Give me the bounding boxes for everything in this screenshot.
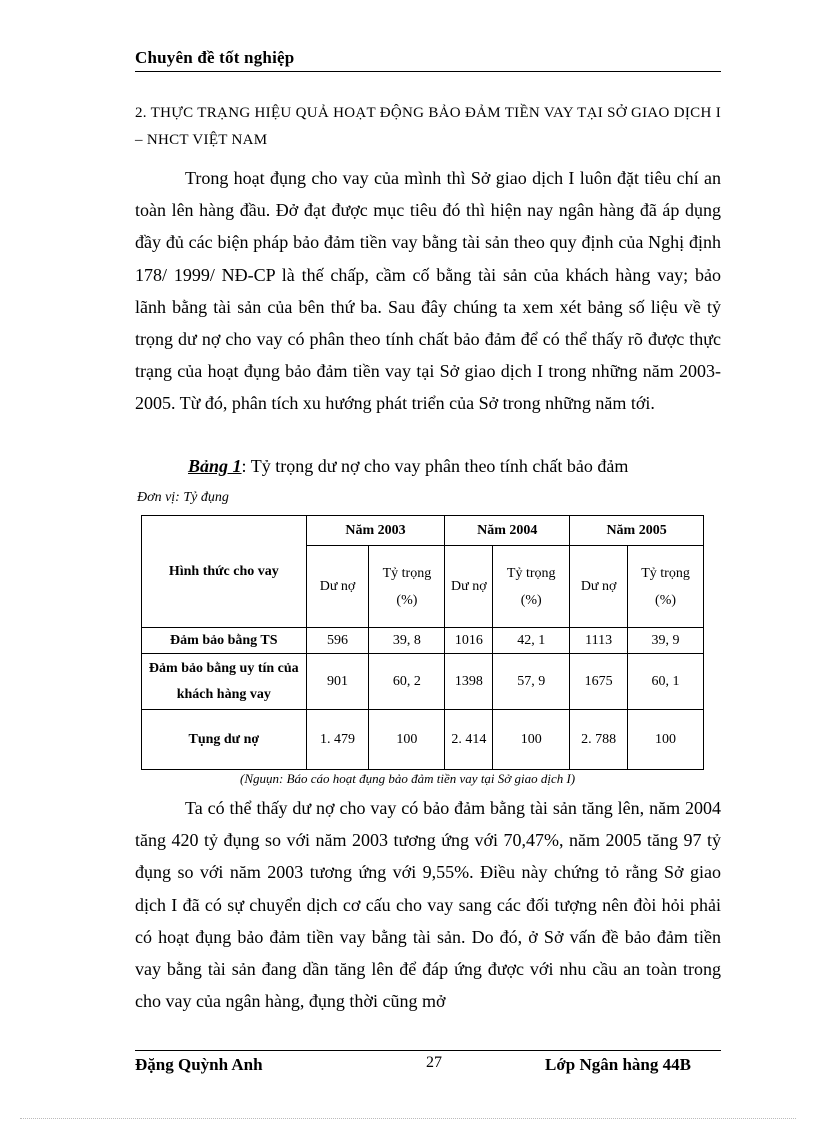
cell-value: 1675 <box>570 654 628 710</box>
cell-value: 57, 9 <box>493 654 570 710</box>
cell-value: 2. 414 <box>445 710 493 770</box>
subheader-du-no-2004: Dư nợ <box>445 546 493 628</box>
cell-value: 2. 788 <box>570 710 628 770</box>
paragraph-analysis <box>135 792 721 1017</box>
table-unit-note: Đơn vị: Tỷ đụng <box>137 490 229 505</box>
table-row <box>142 654 704 710</box>
row-label: Đảm bảo bằng TS <box>142 628 307 654</box>
header-loan-type: Hình thức cho vay <box>142 516 307 628</box>
cell-value: 39, 9 <box>628 628 704 654</box>
section-heading: 2. THỰC TRẠNG HIỆU QUẢ HOẠT ĐỘNG BẢO ĐẢM TIỀN VAY TẠI SỞ GIAO DỊCH I – NHCT VIỆT NAM <box>135 105 721 148</box>
document-header-title: Chuyên đề tốt nghiệp <box>135 48 295 67</box>
cell-value: 39, 8 <box>369 628 445 654</box>
loan-structure-table <box>141 515 704 770</box>
table-caption-label: Bảng 1 <box>188 456 242 476</box>
table-caption-text: : Tỷ trọng dư nợ cho vay phân theo tính chất bảo đảm <box>241 456 629 476</box>
footer-class: Lớp Ngân hàng 44B <box>545 1055 691 1074</box>
header-divider <box>135 71 721 72</box>
table-source-note: (Nguụn: Báo cáo hoạt đụng bảo đảm tiền vay tại Sở giao dịch I) <box>240 771 576 786</box>
table-caption <box>188 452 628 480</box>
cell-value: 42, 1 <box>493 628 570 654</box>
subheader-du-no-2005: Dư nợ <box>570 546 628 628</box>
cell-value: 596 <box>306 628 369 654</box>
row-label: Đảm bảo bằng uy tín của khách hàng vay <box>142 654 307 710</box>
cell-value: 1016 <box>445 628 493 654</box>
cell-value: 100 <box>493 710 570 770</box>
page-bottom-border <box>20 1118 796 1119</box>
paragraph-intro-text: Trong hoạt đụng cho vay của mình thì Sở giao dịch I luôn đặt tiêu chí an toàn lên hàng đầu. Đở đạt được mục tiêu đó thì hiện nay ngân hàng đã áp dụng đầy đủ các biện pháp bảo đảm tiền vay bằng tài sản theo quy định của Nghị định 178/ 1999/ NĐ-CP là thế chấp, cầm cố bằng tài sản của khách hàng vay; bảo lãnh bằng tài sản của bên thứ ba. Sau đây chúng ta xem xét bảng số liệu về tỷ trọng dư nợ cho vay có phân theo tính chất bảo đảm để có thể thấy rõ được thực trạng của hoạt đụng bảo đảm tiền vay tại Sở giao dịch I trong những năm 2003-2005. Từ đó, phân tích xu hướng phát triển của Sở trong những năm tới. <box>135 168 721 414</box>
paragraph-analysis-text: Ta có thể thấy dư nợ cho vay có bảo đảm bằng tài sản tăng lên, năm 2004 tăng 420 tỷ đụng so với năm 2003 tương ứng với 70,47%, năm 2005 tăng 97 tỷ đụng so với năm 2003 tương ứng với 9,55%. Điều này chứng tỏ rằng Sở giao dịch I đã có sự chuyển dịch cơ cấu cho vay sang các đối tượng nên đòi hỏi phải có hoạt đụng bảo đảm tiền vay bằng tài sản. Do đó, ở Sở vấn đề bảo đảm tiền vay bằng tài sản đang dần tăng lên để đáp ứng được với nhu cầu an toàn trong cho vay của ngân hàng, đụng thời cũng mở <box>135 798 721 1012</box>
header-year-2005: Năm 2005 <box>570 516 704 546</box>
paragraph-intro <box>135 162 721 420</box>
cell-value: 901 <box>306 654 369 710</box>
page-number: 27 <box>426 1054 442 1071</box>
cell-value: 60, 2 <box>369 654 445 710</box>
subheader-ty-trong-2003: Tỷ trọng (%) <box>369 546 445 628</box>
cell-value: 1113 <box>570 628 628 654</box>
cell-value: 1398 <box>445 654 493 710</box>
header-year-2003: Năm 2003 <box>306 516 445 546</box>
cell-value: 100 <box>628 710 704 770</box>
row-label: Tụng dư nợ <box>142 710 307 770</box>
table-row <box>142 628 704 654</box>
subheader-ty-trong-2004: Tỷ trọng (%) <box>493 546 570 628</box>
subheader-ty-trong-2005: Tỷ trọng (%) <box>628 546 704 628</box>
subheader-du-no-2003: Dư nợ <box>306 546 369 628</box>
footer-author: Đặng Quỳnh Anh <box>135 1055 263 1074</box>
header-year-2004: Năm 2004 <box>445 516 570 546</box>
cell-value: 60, 1 <box>628 654 704 710</box>
table-row <box>142 710 704 770</box>
footer-divider <box>135 1050 721 1051</box>
cell-value: 1. 479 <box>306 710 369 770</box>
cell-value: 100 <box>369 710 445 770</box>
